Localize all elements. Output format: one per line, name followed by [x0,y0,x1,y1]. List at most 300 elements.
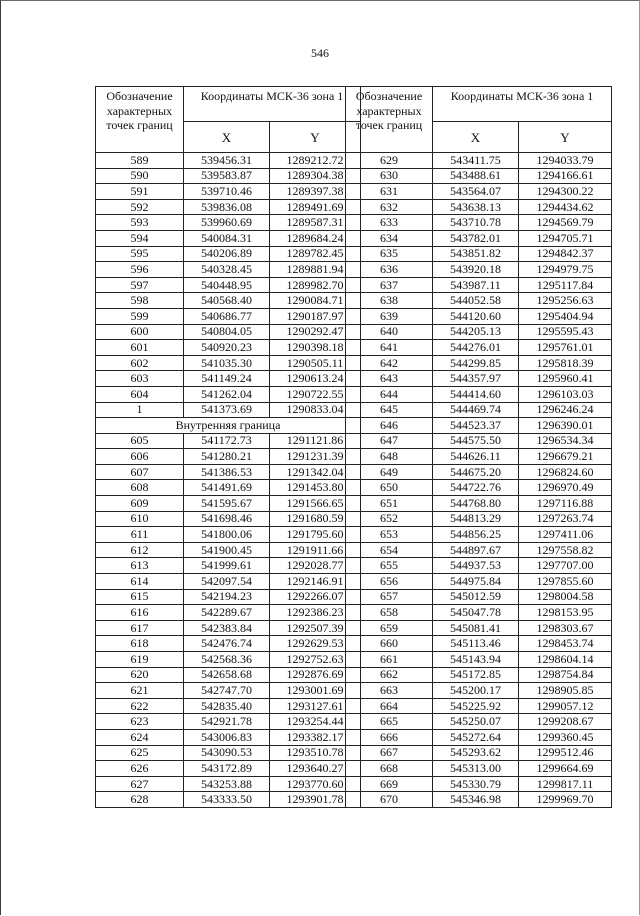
table-row [96,729,361,745]
point-number-cell: 647 [346,433,433,449]
x-coordinate-cell: 543253.88 [184,776,270,792]
point-number-cell: 670 [346,792,433,808]
point-number-cell: 631 [346,184,433,200]
table-row [346,496,612,512]
x-coordinate-cell: 540206.89 [184,246,270,262]
x-coordinate-cell: 539583.87 [184,168,270,184]
point-number-cell: 669 [346,776,433,792]
point-number-cell: 620 [96,667,184,683]
point-number-cell: 599 [96,308,184,324]
table-row [96,184,361,200]
x-coordinate-cell: 542194.23 [184,589,270,605]
point-number-cell: 593 [96,215,184,231]
x-coordinate-cell: 545143.94 [433,652,519,668]
y-coordinate-cell: 1294166.61 [519,168,612,184]
x-coordinate-cell: 543782.01 [433,230,519,246]
x-coordinate-cell: 544575.50 [433,433,519,449]
y-coordinate-cell: 1289304.38 [270,168,361,184]
table-row [346,371,612,387]
point-number-cell: 608 [96,480,184,496]
y-coordinate-cell: 1293640.27 [270,761,361,777]
y-coordinate-cell: 1298153.95 [519,605,612,621]
table-row [346,168,612,184]
y-coordinate-cell: 1289982.70 [270,277,361,293]
table-row [96,308,361,324]
x-coordinate-cell: 543638.13 [433,199,519,215]
x-coordinate-cell: 544975.84 [433,574,519,590]
table-row [96,589,361,605]
x-coordinate-cell: 541172.73 [184,433,270,449]
y-coordinate-cell: 1298453.74 [519,636,612,652]
table-row [346,433,612,449]
point-number-cell: 657 [346,589,433,605]
point-number-cell: 663 [346,683,433,699]
y-coordinate-cell: 1297263.74 [519,511,612,527]
y-coordinate-cell: 1289491.69 [270,199,361,215]
y-coordinate-cell: 1297855.60 [519,574,612,590]
x-coordinate-cell: 543333.50 [184,792,270,808]
y-coordinate-cell: 1291231.39 [270,449,361,465]
x-coordinate-cell: 545272.64 [433,729,519,745]
table-row [96,698,361,714]
point-number-cell: 646 [346,418,433,434]
y-coordinate-cell: 1290833.04 [270,402,361,418]
point-number-cell: 648 [346,449,433,465]
table-row [346,262,612,278]
x-coordinate-cell: 540448.95 [184,277,270,293]
x-coordinate-cell: 541262.04 [184,386,270,402]
table-row [346,620,612,636]
point-number-cell: 615 [96,589,184,605]
point-number-cell: 656 [346,574,433,590]
y-coordinate-cell: 1293254.44 [270,714,361,730]
y-coordinate-cell: 1294842.37 [519,246,612,262]
x-coordinate-cell: 541149.24 [184,371,270,387]
point-number-cell: 623 [96,714,184,730]
x-coordinate-cell: 540686.77 [184,308,270,324]
y-coordinate-cell: 1293382.17 [270,729,361,745]
table-row [96,527,361,543]
table-row [96,511,361,527]
x-coordinate-cell: 541800.06 [184,527,270,543]
x-coordinate-cell: 544299.85 [433,355,519,371]
table-row [96,230,361,246]
table-row [346,418,612,434]
y-coordinate-cell: 1293770.60 [270,776,361,792]
point-number-cell: 621 [96,683,184,699]
x-coordinate-cell: 544768.80 [433,496,519,512]
x-coordinate-cell: 544469.74 [433,402,519,418]
point-number-cell: 642 [346,355,433,371]
point-number-cell: 590 [96,168,184,184]
point-number-cell: 645 [346,402,433,418]
table-row [96,652,361,668]
point-number-cell: 619 [96,652,184,668]
table-row [96,277,361,293]
table-row [96,386,361,402]
header-designation: Обозначение характерных точек границ [346,87,433,153]
table-row [346,230,612,246]
y-coordinate-cell: 1290613.24 [270,371,361,387]
x-coordinate-cell: 544897.67 [433,542,519,558]
table-row [96,574,361,590]
y-coordinate-cell: 1298004.58 [519,589,612,605]
y-coordinate-cell: 1291566.65 [270,496,361,512]
x-coordinate-cell: 542921.78 [184,714,270,730]
point-number-cell: 641 [346,340,433,356]
x-coordinate-cell: 544276.01 [433,340,519,356]
table-row [346,636,612,652]
x-coordinate-cell: 543090.53 [184,745,270,761]
y-coordinate-cell: 1294979.75 [519,262,612,278]
y-coordinate-cell: 1289587.31 [270,215,361,231]
point-number-cell: 654 [346,542,433,558]
y-coordinate-cell: 1290292.47 [270,324,361,340]
table-row [346,574,612,590]
table-row [346,605,612,621]
point-number-cell: 651 [346,496,433,512]
point-number-cell: 605 [96,433,184,449]
point-number-cell: 626 [96,761,184,777]
header-coords-title: Координаты МСК-36 зона 1 [433,87,612,122]
y-coordinate-cell: 1296970.49 [519,480,612,496]
x-coordinate-cell: 543488.61 [433,168,519,184]
x-coordinate-cell: 540084.31 [184,230,270,246]
point-number-cell: 622 [96,698,184,714]
x-coordinate-cell: 539710.46 [184,184,270,200]
y-coordinate-cell: 1291121.86 [270,433,361,449]
point-number-cell: 596 [96,262,184,278]
table-row [346,340,612,356]
table-row [346,745,612,761]
y-coordinate-cell: 1289397.38 [270,184,361,200]
table-row [346,277,612,293]
table-row [96,340,361,356]
x-coordinate-cell: 545012.59 [433,589,519,605]
x-coordinate-cell: 543172.89 [184,761,270,777]
table-row [96,667,361,683]
point-number-cell: 635 [346,246,433,262]
point-number-cell: 640 [346,324,433,340]
table-row [346,527,612,543]
x-coordinate-cell: 544937.53 [433,558,519,574]
point-number-cell: 604 [96,386,184,402]
x-coordinate-cell: 545047.78 [433,605,519,621]
point-number-cell: 662 [346,667,433,683]
y-coordinate-cell: 1298754.84 [519,667,612,683]
table-row [346,199,612,215]
table-row [346,246,612,262]
x-coordinate-cell: 544523.37 [433,418,519,434]
point-number-cell: 664 [346,698,433,714]
x-coordinate-cell: 545330.79 [433,776,519,792]
table-row [346,729,612,745]
page-number: 546 [311,46,329,60]
x-coordinate-cell: 539960.69 [184,215,270,231]
x-coordinate-cell: 541373.69 [184,402,270,418]
y-coordinate-cell: 1299057.12 [519,698,612,714]
point-number-cell: 603 [96,371,184,387]
header-y: Y [519,122,612,153]
table-row [346,714,612,730]
y-coordinate-cell: 1296390.01 [519,418,612,434]
x-coordinate-cell: 543564.07 [433,184,519,200]
point-number-cell: 611 [96,527,184,543]
x-coordinate-cell: 543006.83 [184,729,270,745]
y-coordinate-cell: 1289212.72 [270,153,361,169]
point-number-cell: 665 [346,714,433,730]
point-number-cell: 652 [346,511,433,527]
table-row [96,153,361,169]
x-coordinate-cell: 541035.30 [184,355,270,371]
y-coordinate-cell: 1294569.79 [519,215,612,231]
table-row [346,776,612,792]
table-row [96,215,361,231]
point-number-cell: 589 [96,153,184,169]
table-row [96,433,361,449]
point-number-cell: 602 [96,355,184,371]
point-number-cell: 667 [346,745,433,761]
point-number-cell: 660 [346,636,433,652]
x-coordinate-cell: 541491.69 [184,480,270,496]
point-number-cell: 610 [96,511,184,527]
point-number-cell: 617 [96,620,184,636]
point-number-cell: 629 [346,153,433,169]
point-number-cell: 1 [96,402,184,418]
y-coordinate-cell: 1290398.18 [270,340,361,356]
point-number-cell: 627 [96,776,184,792]
table-row [346,683,612,699]
point-number-cell: 616 [96,605,184,621]
table-row [96,714,361,730]
y-coordinate-cell: 1292028.77 [270,558,361,574]
section-label: Внутренняя граница [96,418,361,434]
point-number-cell: 597 [96,277,184,293]
x-coordinate-cell: 545225.92 [433,698,519,714]
point-number-cell: 614 [96,574,184,590]
point-number-cell: 659 [346,620,433,636]
x-coordinate-cell: 543920.18 [433,262,519,278]
y-coordinate-cell: 1297116.88 [519,496,612,512]
table-row [346,324,612,340]
x-coordinate-cell: 545172.85 [433,667,519,683]
x-coordinate-cell: 544675.20 [433,464,519,480]
table-row [96,605,361,621]
table-row [96,480,361,496]
point-number-cell: 634 [346,230,433,246]
y-coordinate-cell: 1298905.85 [519,683,612,699]
x-coordinate-cell: 544813.29 [433,511,519,527]
point-number-cell: 613 [96,558,184,574]
y-coordinate-cell: 1294300.22 [519,184,612,200]
x-coordinate-cell: 544722.76 [433,480,519,496]
point-number-cell: 607 [96,464,184,480]
table-row [96,558,361,574]
table-row [96,464,361,480]
x-coordinate-cell: 541900.45 [184,542,270,558]
table-row [346,761,612,777]
x-coordinate-cell: 539836.08 [184,199,270,215]
point-number-cell: 633 [346,215,433,231]
table-row [96,402,361,418]
table-row [346,402,612,418]
y-coordinate-cell: 1296679.21 [519,449,612,465]
point-number-cell: 595 [96,246,184,262]
y-coordinate-cell: 1299360.45 [519,729,612,745]
point-number-cell: 644 [346,386,433,402]
coordinates-table-left [95,86,361,808]
y-coordinate-cell: 1299817.11 [519,776,612,792]
table-row [96,324,361,340]
table-row [346,449,612,465]
y-coordinate-cell: 1299969.70 [519,792,612,808]
table-row [96,355,361,371]
x-coordinate-cell: 539456.31 [184,153,270,169]
x-coordinate-cell: 541595.67 [184,496,270,512]
y-coordinate-cell: 1297707.00 [519,558,612,574]
table-row [96,620,361,636]
point-number-cell: 628 [96,792,184,808]
x-coordinate-cell: 542835.40 [184,698,270,714]
point-number-cell: 600 [96,324,184,340]
point-number-cell: 643 [346,371,433,387]
y-coordinate-cell: 1294434.62 [519,199,612,215]
x-coordinate-cell: 540804.05 [184,324,270,340]
table-row [96,449,361,465]
x-coordinate-cell: 542747.70 [184,683,270,699]
table-row [346,293,612,309]
point-number-cell: 658 [346,605,433,621]
x-coordinate-cell: 542383.84 [184,620,270,636]
y-coordinate-cell: 1289881.94 [270,262,361,278]
y-coordinate-cell: 1292266.07 [270,589,361,605]
table-row [96,761,361,777]
point-number-cell: 601 [96,340,184,356]
point-number-cell: 594 [96,230,184,246]
y-coordinate-cell: 1294033.79 [519,153,612,169]
table-row [346,698,612,714]
y-coordinate-cell: 1290187.97 [270,308,361,324]
table-row [96,199,361,215]
table-row [346,589,612,605]
point-number-cell: 609 [96,496,184,512]
y-coordinate-cell: 1299664.69 [519,761,612,777]
x-coordinate-cell: 542476.74 [184,636,270,652]
table-row [96,496,361,512]
x-coordinate-cell: 540568.40 [184,293,270,309]
header-x: X [433,122,519,153]
y-coordinate-cell: 1293510.78 [270,745,361,761]
y-coordinate-cell: 1292146.91 [270,574,361,590]
y-coordinate-cell: 1293001.69 [270,683,361,699]
x-coordinate-cell: 544626.11 [433,449,519,465]
coordinates-table-right [345,86,612,808]
point-number-cell: 649 [346,464,433,480]
x-coordinate-cell: 541698.46 [184,511,270,527]
table-row [346,308,612,324]
x-coordinate-cell: 544205.13 [433,324,519,340]
y-coordinate-cell: 1289782.45 [270,246,361,262]
table-row [96,262,361,278]
x-coordinate-cell: 541386.53 [184,464,270,480]
point-number-cell: 625 [96,745,184,761]
y-coordinate-cell: 1295960.41 [519,371,612,387]
table-row [96,745,361,761]
y-coordinate-cell: 1299512.46 [519,745,612,761]
table-row [346,184,612,200]
y-coordinate-cell: 1295404.94 [519,308,612,324]
table-row [346,215,612,231]
point-number-cell: 606 [96,449,184,465]
point-number-cell: 638 [346,293,433,309]
x-coordinate-cell: 542289.67 [184,605,270,621]
x-coordinate-cell: 545113.46 [433,636,519,652]
x-coordinate-cell: 545313.00 [433,761,519,777]
x-coordinate-cell: 545200.17 [433,683,519,699]
point-number-cell: 668 [346,761,433,777]
y-coordinate-cell: 1295256.63 [519,293,612,309]
x-coordinate-cell: 545250.07 [433,714,519,730]
point-number-cell: 639 [346,308,433,324]
y-coordinate-cell: 1298604.14 [519,652,612,668]
header-coords-title: Координаты МСК-36 зона 1 [184,87,361,122]
table-row [96,542,361,558]
x-coordinate-cell: 543710.78 [433,215,519,231]
header-y: Y [270,122,361,153]
header-x: X [184,122,270,153]
y-coordinate-cell: 1296824.60 [519,464,612,480]
y-coordinate-cell: 1295595.43 [519,324,612,340]
y-coordinate-cell: 1289684.24 [270,230,361,246]
y-coordinate-cell: 1294705.71 [519,230,612,246]
y-coordinate-cell: 1290505.11 [270,355,361,371]
table-row [96,168,361,184]
x-coordinate-cell: 544856.25 [433,527,519,543]
point-number-cell: 612 [96,542,184,558]
table-row [346,511,612,527]
y-coordinate-cell: 1299208.67 [519,714,612,730]
x-coordinate-cell: 542658.68 [184,667,270,683]
point-number-cell: 598 [96,293,184,309]
table-row [346,542,612,558]
point-number-cell: 624 [96,729,184,745]
point-number-cell: 632 [346,199,433,215]
x-coordinate-cell: 544052.58 [433,293,519,309]
table-row [96,776,361,792]
header-designation: Обозначение характерных точек границ [96,87,184,153]
point-number-cell: 666 [346,729,433,745]
y-coordinate-cell: 1291680.59 [270,511,361,527]
x-coordinate-cell: 541999.61 [184,558,270,574]
table-row [346,464,612,480]
x-coordinate-cell: 540328.45 [184,262,270,278]
y-coordinate-cell: 1297411.06 [519,527,612,543]
y-coordinate-cell: 1296246.24 [519,402,612,418]
table-row [96,792,361,808]
point-number-cell: 637 [346,277,433,293]
y-coordinate-cell: 1292752.63 [270,652,361,668]
x-coordinate-cell: 540920.23 [184,340,270,356]
y-coordinate-cell: 1292386.23 [270,605,361,621]
table-row [96,371,361,387]
point-number-cell: 591 [96,184,184,200]
table-section-row [96,418,361,434]
x-coordinate-cell: 545346.98 [433,792,519,808]
table-row [96,246,361,262]
point-number-cell: 618 [96,636,184,652]
y-coordinate-cell: 1295117.84 [519,277,612,293]
y-coordinate-cell: 1291795.60 [270,527,361,543]
